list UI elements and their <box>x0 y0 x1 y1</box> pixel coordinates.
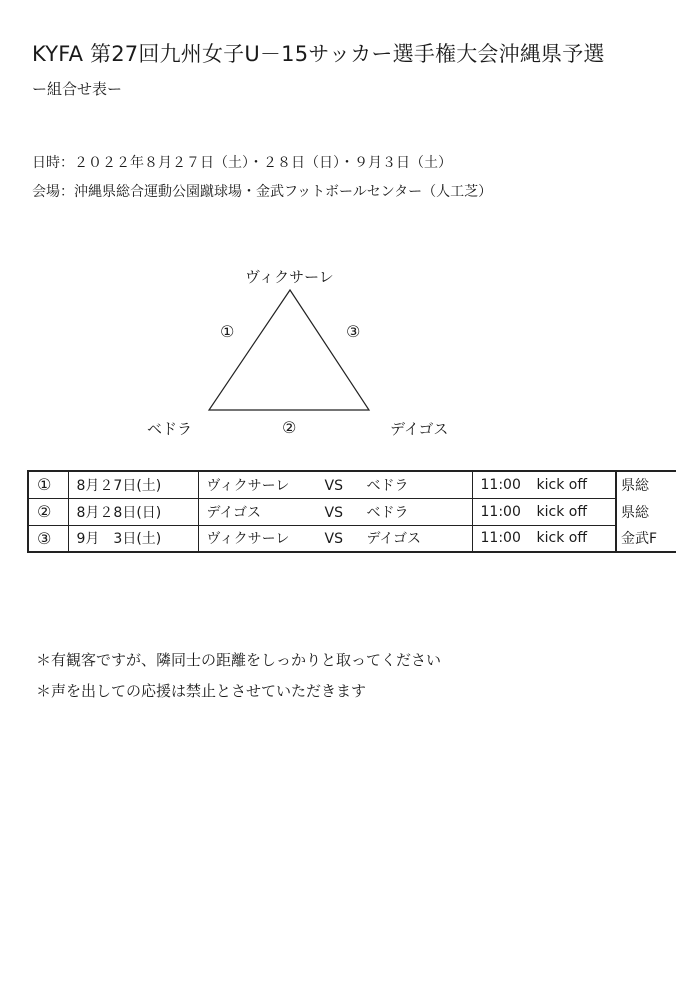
note-cheering: ＊声を出しての応援は禁止とさせていただきます <box>36 682 367 700</box>
kickoff-cell <box>472 525 616 552</box>
home-team: ヴィクサーレ <box>206 477 290 494</box>
match-venue: 県総 <box>621 504 649 521</box>
match-number: ② <box>28 498 68 525</box>
diagram-match-right: ③ <box>346 322 361 341</box>
match-date: 9月 3日(土) <box>68 525 198 552</box>
kickoff-time: 11:00 <box>480 476 521 493</box>
match-number: ③ <box>28 525 68 552</box>
match-venue: 県総 <box>616 471 676 498</box>
kickoff-cell <box>472 498 616 525</box>
diagram-team-right: デイゴス <box>390 420 449 438</box>
away-team: ベドラ <box>366 504 409 521</box>
match-teams <box>198 498 472 525</box>
match-teams <box>198 525 472 552</box>
match-date: 8月２7日(土) <box>68 471 198 498</box>
vs-label: VS <box>324 531 343 548</box>
event-venue: 会場：沖縄県総合運動公園蹴球場・金武フットボールセンター（人工芝） <box>32 184 493 200</box>
match-venue: 金武F <box>616 525 676 552</box>
diagram-team-left: ベドラ <box>147 420 193 438</box>
event-date: 日時：２０２２年８月２７日（土）・２８日（日）・９月３日（土） <box>32 155 452 171</box>
kickoff-time: 11:00 <box>480 530 521 547</box>
kickoff-label: kick off <box>536 530 587 547</box>
schedule-table <box>27 470 676 553</box>
vs-label: VS <box>324 504 343 521</box>
diagram-team-top: ヴィクサーレ <box>245 268 334 286</box>
diagram-match-left: ① <box>220 322 235 341</box>
table-row <box>28 525 676 552</box>
kickoff-cell <box>472 471 616 498</box>
triangle-shape <box>209 290 369 410</box>
diagram-match-bottom: ② <box>282 418 297 437</box>
match-teams <box>198 471 472 498</box>
away-team: デイゴス <box>366 531 421 548</box>
match-number: ① <box>28 471 68 498</box>
home-team: デイゴス <box>206 504 261 521</box>
away-team: ベドラ <box>366 477 409 494</box>
kickoff-label: kick off <box>536 503 587 520</box>
table-row <box>28 498 676 525</box>
kickoff-label: kick off <box>536 476 587 493</box>
page-subtitle: ー組合せ表ー <box>32 80 123 98</box>
kickoff-time: 11:00 <box>480 503 521 520</box>
note-spacing: ＊有観客ですが、隣同士の距離をしっかりと取ってください <box>36 651 442 669</box>
page-title: KYFA 第27回九州女子U－15サッカー選手権大会沖縄県予選 <box>32 42 605 66</box>
home-team: ヴィクサーレ <box>206 531 290 548</box>
triangle-diagram <box>205 286 375 414</box>
table-row <box>28 471 676 498</box>
vs-label: VS <box>324 477 343 494</box>
match-date: 8月２8日(日) <box>68 498 198 525</box>
